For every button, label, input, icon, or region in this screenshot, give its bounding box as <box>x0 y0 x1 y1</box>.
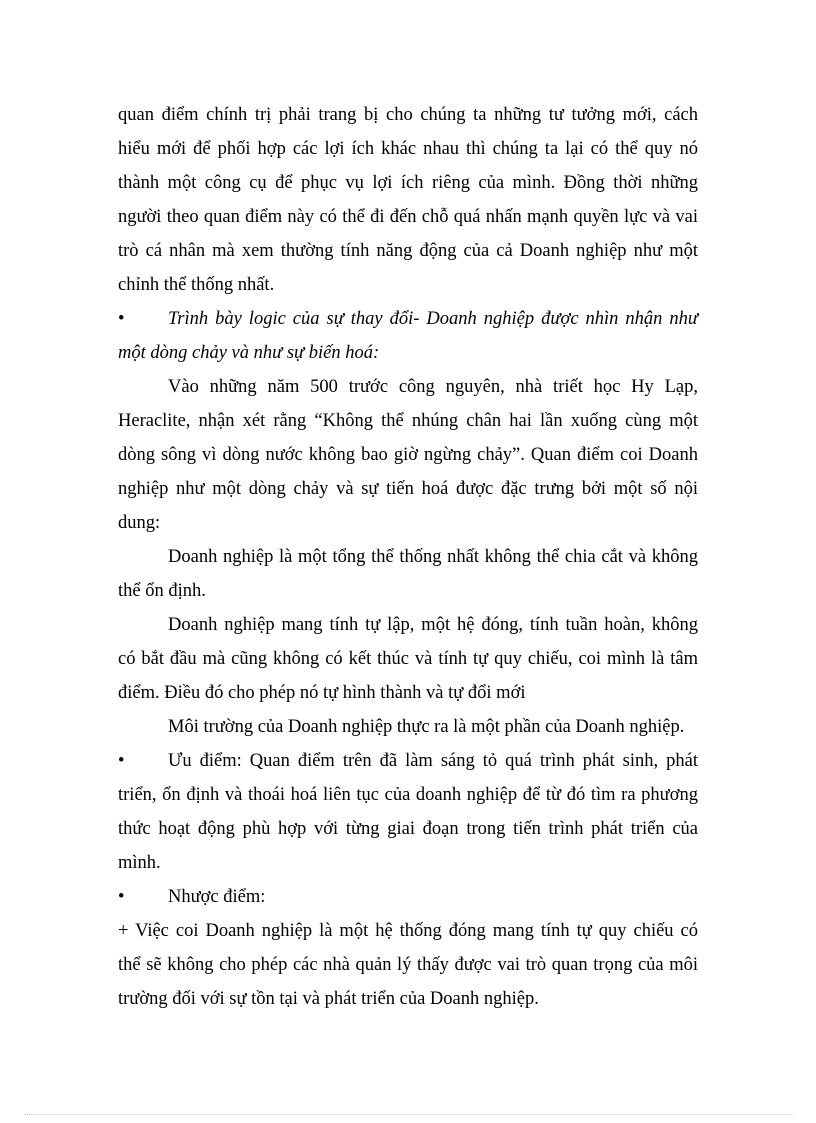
text-line: nghiệp như một dòng chảy và sự tiến hoá được đặc trưng bởi một số nội <box>118 479 698 499</box>
paragraph-unified-whole <box>118 540 698 608</box>
bullet-heading-change-logic <box>118 302 698 370</box>
paragraph-environment <box>118 710 698 744</box>
text-line: Doanh nghiệp là một tổng thể thống nhất không thể chia cắt và không <box>168 547 698 567</box>
text-line: mình. <box>118 853 161 873</box>
paragraph-closed-system <box>118 914 698 1016</box>
text-line: chỉnh thể thống nhất. <box>118 275 275 295</box>
text-line: thành một công cụ để phục vụ lợi ích riêng của mình. Đồng thời những <box>118 173 698 193</box>
paragraph-political-view <box>118 98 698 302</box>
text-line: Doanh nghiệp mang tính tự lập, một hệ đóng, tính tuần hoàn, không <box>168 615 698 635</box>
disadvantages-heading: Nhược điểm: <box>168 887 266 907</box>
bullet-disadvantages <box>118 880 698 914</box>
text-line: Môi trường của Doanh nghiệp thực ra là một phần của Doanh nghiệp. <box>168 717 685 737</box>
text-line: dòng sông vì dòng nước không bao giờ ngừng chảy”. Quan điểm coi Doanh <box>118 445 698 465</box>
paragraph-heraclite <box>118 370 698 540</box>
paragraph-self-reference <box>118 608 698 710</box>
text-line <box>118 880 698 914</box>
heading-text: Trình bày logic của sự thay đổi- Doanh nghiệp được nhìn nhận như <box>168 309 698 329</box>
text-line: quan điểm chính trị phải trang bị cho chúng ta những tư tưởng mới, cách <box>118 105 698 125</box>
text-line: một dòng chảy và như sự biến hoá: <box>118 343 380 363</box>
text-line: thể ổn định. <box>118 581 206 601</box>
text-line: hiểu mới để phối hợp các lợi ích khác nhau thì chúng ta lại có thể quy nó <box>118 139 698 159</box>
text-line: thể sẽ không cho phép các nhà quản lý thấy được vai trò quan trọng của môi <box>118 955 698 975</box>
text-line: Vào những năm 500 trước công nguyên, nhà triết học Hy Lạp, <box>168 377 698 397</box>
bullet-icon: • <box>118 887 125 907</box>
text-line: điểm. Điều đó cho phép nó tự hình thành và tự đổi mới <box>118 683 526 703</box>
text-line: thức hoạt động phù hợp với từng giai đoạn trong tiến trình phát triển của <box>118 819 698 839</box>
text-line: trường đối với sự tồn tại và phát triển của Doanh nghiệp. <box>118 989 539 1009</box>
bullet-icon: • <box>118 751 125 771</box>
text-line: + Việc coi Doanh nghiệp là một hệ thống đóng mang tính tự quy chiếu có <box>118 921 698 941</box>
bullet-advantages <box>118 744 698 880</box>
text-line: Heraclite, nhận xét rằng “Không thể nhúng chân hai lần xuống cùng một <box>118 411 698 431</box>
text-line: trò cá nhân mà xem thường tính năng động của cả Doanh nghiệp như một <box>118 241 698 261</box>
text-line: dung: <box>118 513 161 533</box>
advantages-text: Ưu điểm: Quan điểm trên đã làm sáng tỏ quá trình phát sinh, phát <box>168 751 698 771</box>
page-footer-divider <box>24 1114 794 1115</box>
bullet-icon: • <box>118 309 125 329</box>
text-line: người theo quan điểm này có thể đi đến chỗ quá nhấn mạnh quyền lực và vai <box>118 207 698 227</box>
text-line <box>118 302 698 336</box>
text-line: triển, ổn định và thoái hoá liên tục của doanh nghiệp để từ đó tìm ra phương <box>118 785 698 805</box>
document-page <box>118 98 698 1016</box>
text-line: có bắt đầu mà cũng không có kết thúc và tính tự quy chiếu, coi mình là tâm <box>118 649 698 669</box>
text-line <box>118 744 698 778</box>
